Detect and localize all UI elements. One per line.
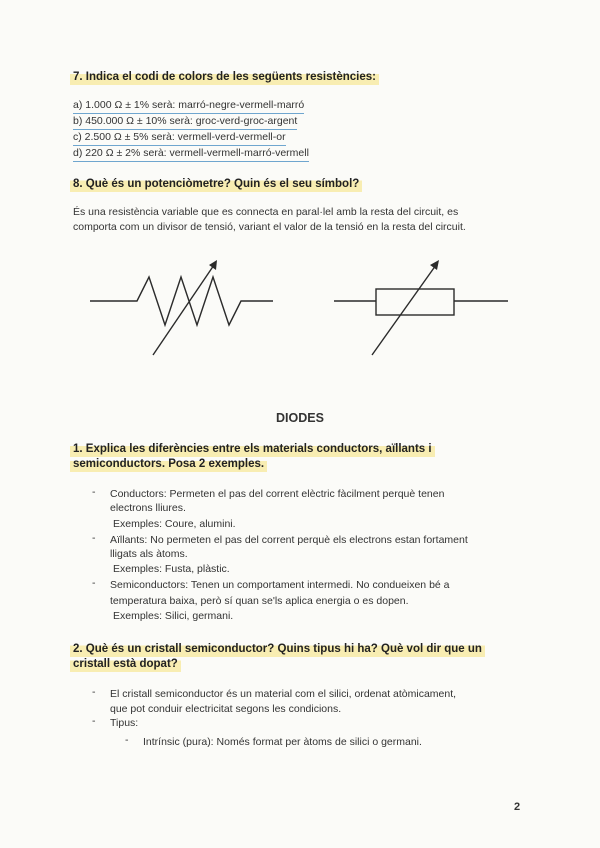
semiconductors-example: Exemples: Silici, germani. (113, 610, 234, 622)
list-bullet: - (92, 532, 96, 544)
conductors-example: Exemples: Coure, alumini. (113, 518, 236, 530)
insulators-line1: Aïllants: No permeten el pas del corrent perquè els electrons estan fortament (110, 534, 468, 546)
diodes-q1-title-line1: 1. Explica les diferències entre els materials conductors, aïllants i (70, 442, 435, 457)
list-bullet: - (92, 686, 96, 698)
q8-title: 8. Què és un potenciòmetre? Quin és el seu símbol? (70, 177, 362, 192)
q7-title: 7. Indica el codi de colors de les següents resistències: (70, 70, 379, 85)
conductors-line1: Conductors: Permeten el pas del corrent elèctric fàcilment perquè tenen (110, 488, 445, 500)
q7-answer-c: c) 2.500 Ω ± 5% serà: vermell-verd-vermell-or (73, 130, 286, 146)
diodes-q2-title-line2: cristall està dopat? (70, 657, 181, 672)
insulators-line2: lligats als àtoms. (110, 548, 188, 560)
potentiometer-zigzag-symbol (85, 255, 285, 365)
crystal-definition-line2: que pot conduir electricitat segons les condicions. (110, 703, 342, 715)
q7-answer-b: b) 450.000 Ω ± 10% serà: groc-verd-groc-argent (73, 114, 297, 130)
q7-answer-d: d) 220 Ω ± 2% serà: vermell-vermell-marró-vermell (73, 146, 309, 162)
intrinsic-line: Intrínsic (pura): Només format per àtoms de silici o germani. (143, 736, 422, 748)
list-bullet: - (92, 715, 96, 727)
diodes-q1-title-line2: semiconductors. Posa 2 exemples. (70, 457, 267, 472)
q8-answer-line1: És una resistència variable que es connecta en paral·lel amb la resta del circuit, es (73, 206, 459, 218)
crystal-definition-line1: El cristall semiconductor és un material com el silici, ordenat atòmicament, (110, 688, 457, 700)
semiconductors-line2: temperatura baixa, però sí quan se'ls aplica energia o es dopen. (110, 595, 409, 607)
potentiometer-box-symbol (330, 255, 515, 365)
diodes-q2-title-line1: 2. Què és un cristall semiconductor? Quins tipus hi ha? Què vol dir que un (70, 642, 485, 657)
conductors-line2: electrons lliures. (110, 502, 186, 514)
list-bullet: - (92, 577, 96, 589)
list-bullet: - (125, 734, 129, 746)
section-title-diodes: DIODES (276, 411, 324, 425)
list-bullet: - (92, 486, 96, 498)
types-label: Tipus: (110, 717, 139, 729)
q7-answer-a: a) 1.000 Ω ± 1% serà: marró-negre-vermell-marró (73, 98, 304, 114)
page-number: 2 (514, 801, 521, 813)
insulators-example: Exemples: Fusta, plàstic. (113, 563, 230, 575)
semiconductors-line1: Semiconductors: Tenen un comportament intermedi. No condueixen bé a (110, 579, 450, 591)
q8-answer-line2: comporta com un divisor de tensió, variant el valor de la tensió en la resta del circuit. (73, 221, 466, 233)
